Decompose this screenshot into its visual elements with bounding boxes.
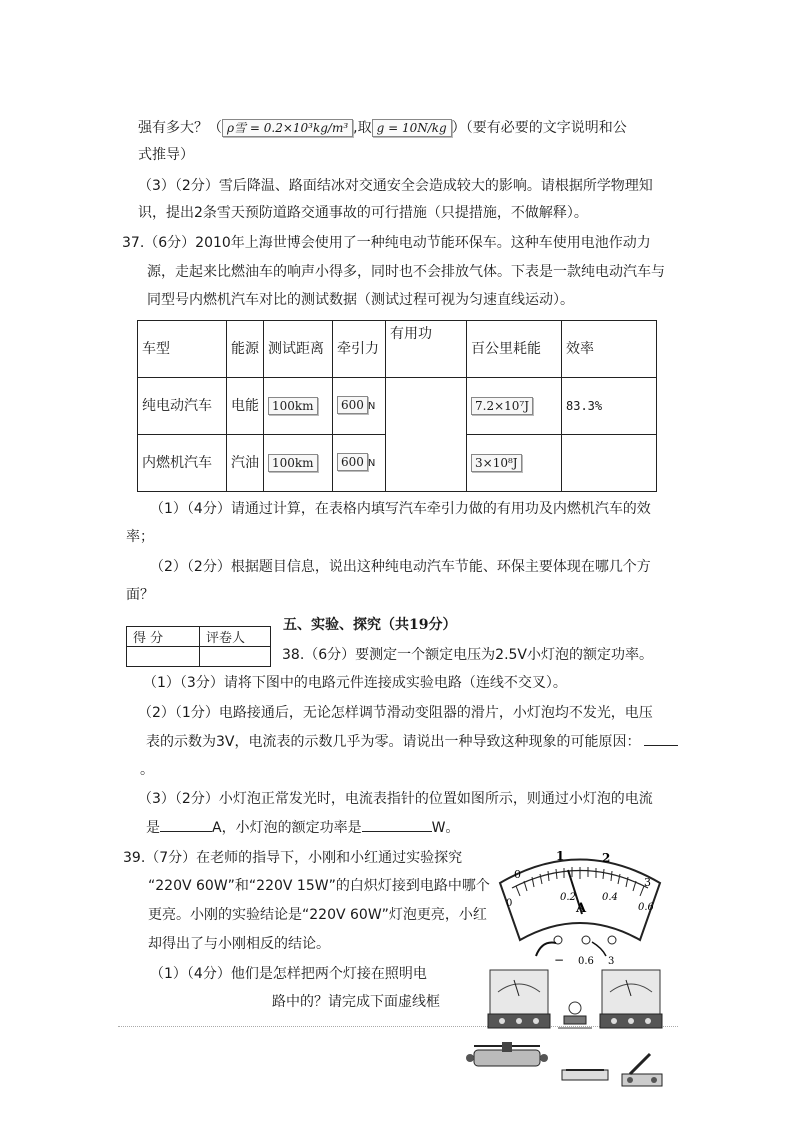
table-header-cell: 测试距离 — [264, 321, 333, 378]
wire-icon — [592, 942, 606, 956]
table-header-cell: 效率 — [562, 321, 657, 378]
table-header-cell: 牵引力 — [333, 321, 386, 378]
q37-line2: 源，走起来比燃油车的响声小得多，同时也不会排放气体。下表是一款纯电动汽车与 — [147, 264, 665, 280]
q38-s3-line1: （3）（2分）小灯泡正常发光时，电流表指针的位置如图所示，则通过小灯泡的电流 — [138, 791, 653, 807]
table-cell-efficiency: 83.3% — [562, 378, 657, 435]
bottom-scale-label: 0.4 — [602, 892, 618, 903]
current-answer-blank — [160, 817, 212, 832]
q36-part3-line2: 识，提出2条雪天预防道路交通事故的可行措施（只提措施，不做解释）。 — [138, 205, 588, 221]
voltmeter-component-icon — [600, 970, 662, 1028]
q37-sub1-line1: （1）（4分）请通过计算，在表格内填写汽车牵引力做的有用功及内燃机汽车的效 — [150, 501, 651, 517]
rheostat-component-icon — [466, 1042, 548, 1066]
table-cell-force: 600 N — [333, 378, 386, 435]
table-cell-consumption: 7.2×10⁷J — [467, 378, 562, 435]
terminal-label: 3 — [608, 956, 615, 967]
q37-sub2-line2: 面？ — [126, 587, 154, 603]
terminal-icon — [582, 936, 590, 944]
q37-sub1-line2: 率； — [126, 529, 154, 545]
unit-label: A — [576, 901, 587, 916]
table-cell-energy: 汽油 — [227, 435, 264, 492]
comparison-table — [137, 320, 657, 492]
gravity-formula-image: g = 10N/kg — [372, 119, 452, 137]
score-label: 得 分 — [127, 627, 200, 647]
table-header-cell: 能源 — [227, 321, 264, 378]
table-header-row — [138, 321, 657, 378]
grader-blank — [200, 647, 271, 667]
circuit-components-figure — [462, 962, 687, 1102]
table-cell-energy: 电能 — [227, 378, 264, 435]
score-blank — [127, 647, 200, 667]
table-cell-force: 600 N — [333, 435, 386, 492]
q36-part3-line1: （3）（2分）雪后降温、路面结冰对交通安全会造成较大的影响。请根据所学物理知 — [138, 178, 653, 194]
table-header-cell: 百公里耗能 — [467, 321, 562, 378]
top-scale-label: 0 — [514, 868, 521, 881]
q38-s1: （1）（3分）请将下图中的电路元件连接成实验电路（连线不交叉）。 — [143, 675, 567, 691]
terminal-icon — [608, 936, 616, 944]
q38-s2-line1: （2）（1分）电路接通后，无论怎样调节滑动变阻器的滑片，小灯泡均不发光，电压 — [138, 705, 653, 721]
density-formula-image: ρ雪 = 0.2×10³kg/m³ — [222, 119, 353, 137]
q37-line3: 同型号内燃机汽车对比的测试数据（测试过程可视为匀速直线运动）。 — [147, 292, 574, 308]
bottom-scale-label: 0.2 — [560, 892, 576, 903]
q39-line3: 更亮。小刚的实验结论是“220V 60W”灯泡更亮，小红 — [148, 907, 487, 923]
q37-sub2-line1: （2）（2分）根据题目信息，说出这种纯电动汽车节能、环保主要体现在哪几个方 — [150, 559, 651, 575]
score-box — [126, 626, 271, 667]
table-header-cell: 车型 — [138, 321, 227, 378]
top-scale-label: 1 — [556, 849, 565, 863]
table-cell-work-blank — [386, 378, 467, 492]
ammeter-dial-figure — [490, 848, 670, 970]
switch-component-icon — [622, 1054, 662, 1086]
bulb-component-icon — [558, 1002, 592, 1028]
top-scale-label: 2 — [602, 851, 611, 865]
table-cell-type: 内燃机汽车 — [138, 435, 227, 492]
q38-s3-line2: 是 A，小灯泡的额定功率是 W。 — [146, 817, 459, 838]
q39-line2: “220V 60W”和“220V 15W”的白炽灯接到电路中哪个 — [148, 878, 490, 894]
q36-line1: 强有多大？（ ρ雪 = 0.2×10³kg/m³ ,取 g = 10N/kg ）（要有必要的文字说明和公 — [138, 120, 627, 136]
table-cell-distance: 100km — [264, 378, 333, 435]
terminal-label: − — [554, 953, 565, 967]
ammeter-component-icon — [488, 970, 550, 1028]
table-header-cell: 有用功 — [386, 321, 467, 378]
section-title: 五、实验、探究（共19分） — [283, 617, 457, 633]
power-answer-blank — [362, 817, 432, 832]
q38-s2-line3: 。 — [140, 762, 154, 778]
bottom-scale-label: 0.6 — [638, 902, 654, 913]
q37-line1: 37.（6分）2010年上海世博会使用了一种纯电动节能环保车。这种车使用电池作动力 — [122, 235, 651, 251]
q39-s1-line2: 路中的？请完成下面虚线框 — [272, 994, 440, 1010]
q38-line1: 38.（6分）要测定一个额定电压为2.5V小灯泡的额定功率。 — [282, 647, 654, 663]
q36-line2: 式推导） — [138, 147, 194, 163]
q39-line1: 39.（7分）在老师的指导下，小刚和小红通过实验探究 — [123, 850, 463, 866]
top-scale-label: 3 — [644, 876, 651, 889]
table-cell-consumption: 3×10⁸J — [467, 435, 562, 492]
terminal-label: 0.6 — [578, 956, 594, 967]
grader-label: 评卷人 — [200, 627, 271, 647]
battery-component-icon — [562, 1070, 608, 1080]
wire-icon — [536, 943, 556, 956]
q39-line4: 却得出了与小刚相反的结论。 — [148, 936, 330, 952]
table-row — [138, 378, 657, 435]
q38-s2-line2: 表的示数为3V，电流表的示数几乎为零。请说出一种导致这种现象的可能原因： — [146, 731, 678, 752]
q39-s1-line1: （1）（4分）他们是怎样把两个灯接在照明电 — [150, 966, 427, 982]
answer-blank — [644, 731, 678, 746]
table-cell-efficiency-blank — [562, 435, 657, 492]
table-cell-distance: 100km — [264, 435, 333, 492]
bottom-scale-label: 0 — [506, 898, 513, 909]
table-cell-type: 纯电动汽车 — [138, 378, 227, 435]
